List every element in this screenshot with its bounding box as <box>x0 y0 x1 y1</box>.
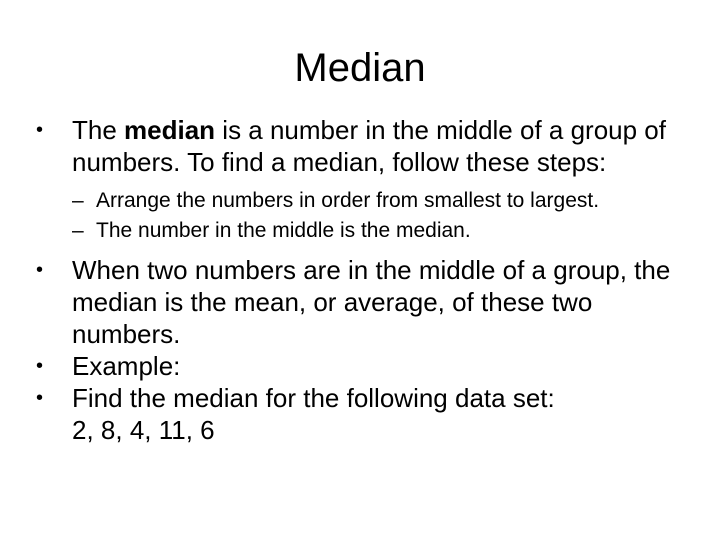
data-set-values: 2, 8, 4, 11, 6 <box>72 415 215 445</box>
spacer <box>36 178 696 186</box>
bullet-marker: • <box>36 387 44 409</box>
slide-body <box>36 114 696 446</box>
bullet-text-suffix: is a number in the middle of a group of numbers. To find a median, follow these steps: <box>72 115 666 177</box>
sub-bullet-text: Arrange the numbers in order from smallest to largest. <box>96 189 600 212</box>
sub-bullet-middle <box>36 216 696 246</box>
bullet-marker: • <box>36 259 44 281</box>
sub-bullet-marker: – <box>72 189 84 212</box>
bullet-marker: • <box>36 119 44 141</box>
bullet-median-definition <box>36 114 696 178</box>
sub-bullet-arrange <box>36 186 696 216</box>
bullet-text: Example: <box>72 351 181 381</box>
bullet-text: When two numbers are in the middle of a group, the median is the mean, or average, of these two numbers. <box>72 255 671 349</box>
spacer <box>36 246 696 254</box>
bullet-find-median <box>36 382 696 446</box>
bullet-two-middle-numbers <box>36 254 696 350</box>
bullet-text-prefix: The <box>72 115 125 145</box>
sub-bullet-text: The number in the middle is the median. <box>96 219 471 242</box>
bullet-example <box>36 350 696 382</box>
bullet-text: Find the median for the following data set: <box>72 383 555 413</box>
bullet-text-emphasis: median <box>124 115 216 145</box>
bullet-marker: • <box>36 355 44 377</box>
slide-title: Median <box>294 46 426 90</box>
sub-bullet-marker: – <box>72 219 84 242</box>
